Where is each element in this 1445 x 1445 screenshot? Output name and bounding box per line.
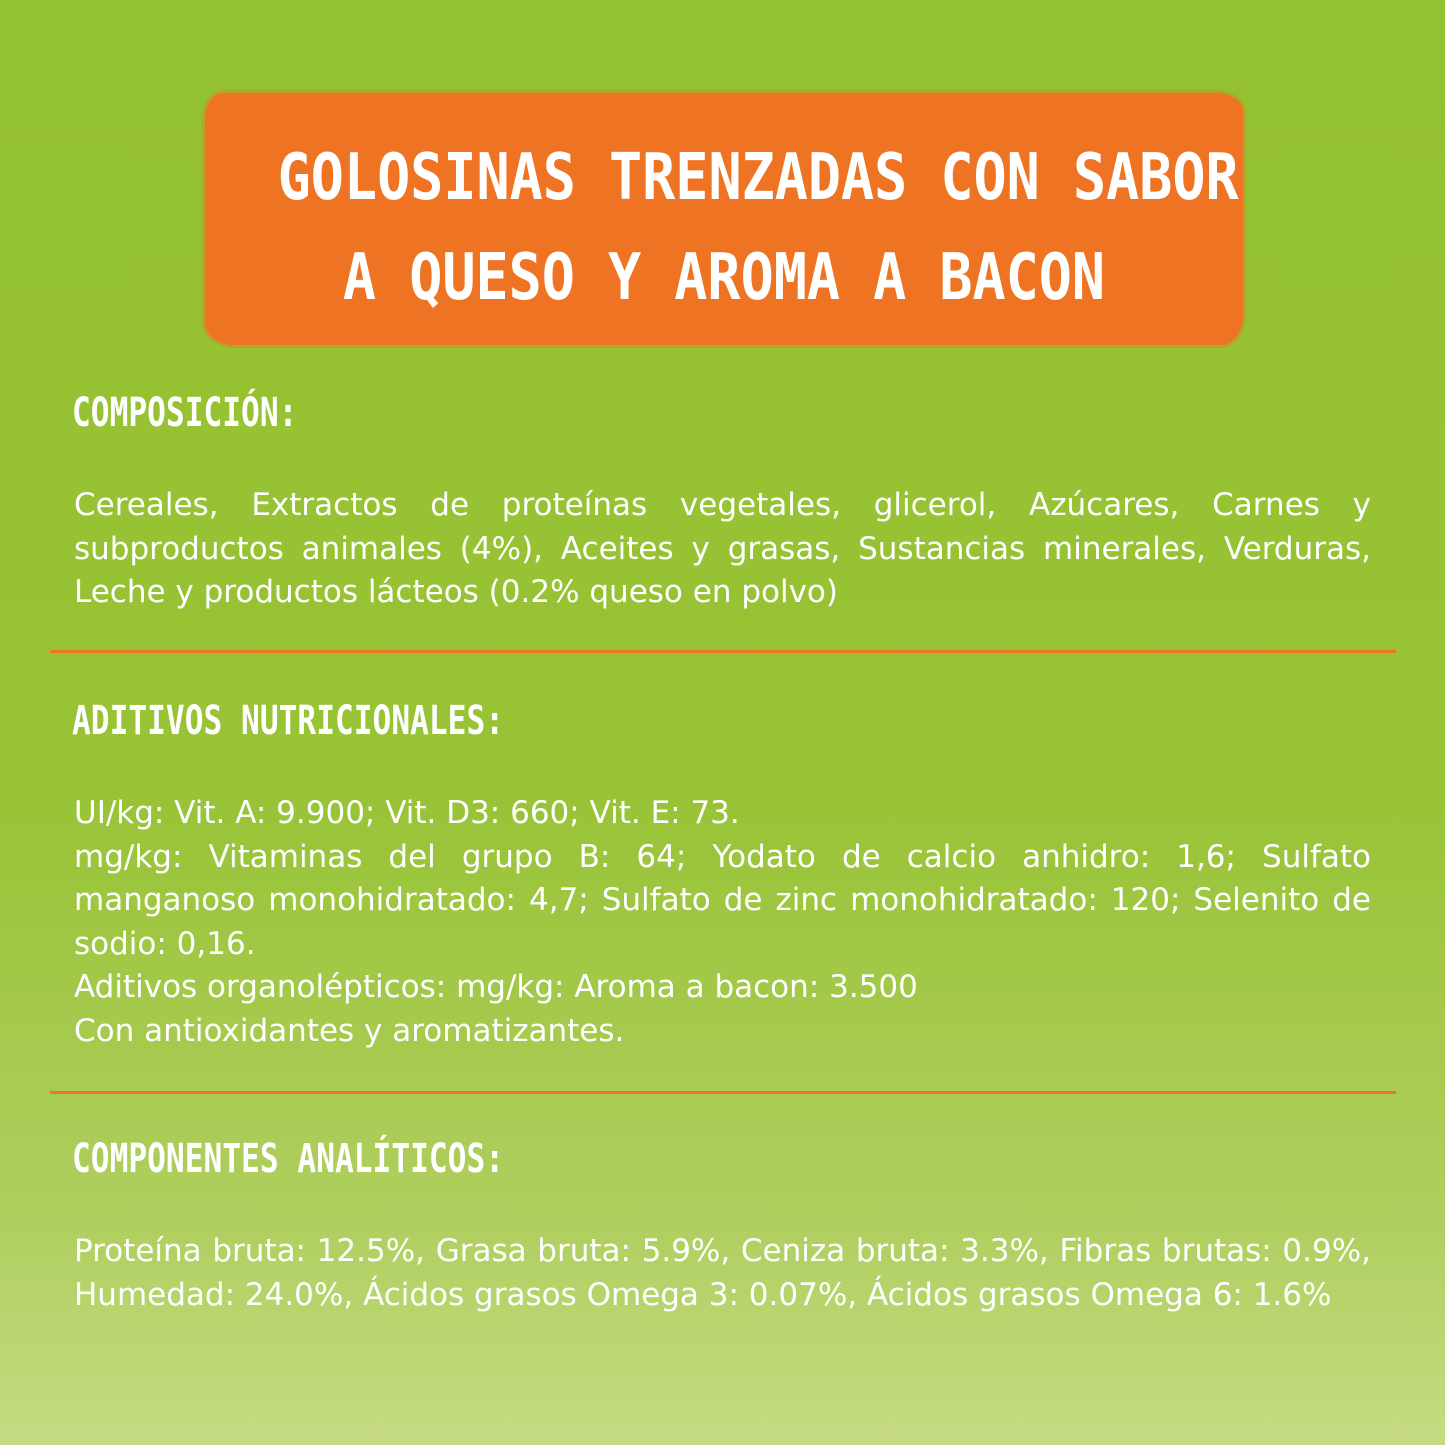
composicion-text: Cereales, Extractos de proteínas vegetales, glicerol, Azúcares, Carnes y subproductos animales (4%), Aceites y grasas, Sustancias minerales, Verduras, Leche y productos lácteos (0.2% queso en polvo) <box>74 487 1371 610</box>
divider-1 <box>50 650 1396 653</box>
componentes-heading: COMPONENTES ANALÍTICOS: <box>72 1136 505 1182</box>
componentes-text: Proteína bruta: 12.5%, Grasa bruta: 5.9%, Ceniza bruta: 3.3%, Fibras brutas: 0.9%, Humedad: 24.0%, Ácidos grasos Omega 3: 0.07%, Ácidos grasos Omega 6: 1.6% <box>74 1233 1371 1313</box>
product-title-line-1: GOLOSINAS TRENZADAS CON SABOR <box>277 141 1239 215</box>
product-title-line-2: A QUESO Y AROMA A BACON <box>342 241 1106 315</box>
aditivos-line-mg: mg/kg: Vitaminas del grupo B: 64; Yodato de calcio anhidro: 1,6; Sulfato manganoso monohidratado: 4,7; Sulfato de zinc monohidratado: 120; Selenito de sodio: 0,16. <box>74 838 1371 962</box>
divider-2 <box>50 1091 1396 1094</box>
aditivos-block <box>74 792 1371 1053</box>
aditivos-line-antioxidantes: Con antioxidantes y aromatizantes. <box>74 1012 625 1049</box>
composicion-heading: COMPOSICIÓN: <box>72 390 298 436</box>
aditivos-heading: ADITIVOS NUTRICIONALES: <box>72 698 505 744</box>
aditivos-line-ui: UI/kg: Vit. A: 9.900; Vit. D3: 660; Vit. E: 73. <box>74 795 740 831</box>
product-title <box>277 128 1239 328</box>
aditivos-line-organolepticos: Aditivos organolépticos: mg/kg: Aroma a bacon: 3.500 <box>74 969 918 1005</box>
